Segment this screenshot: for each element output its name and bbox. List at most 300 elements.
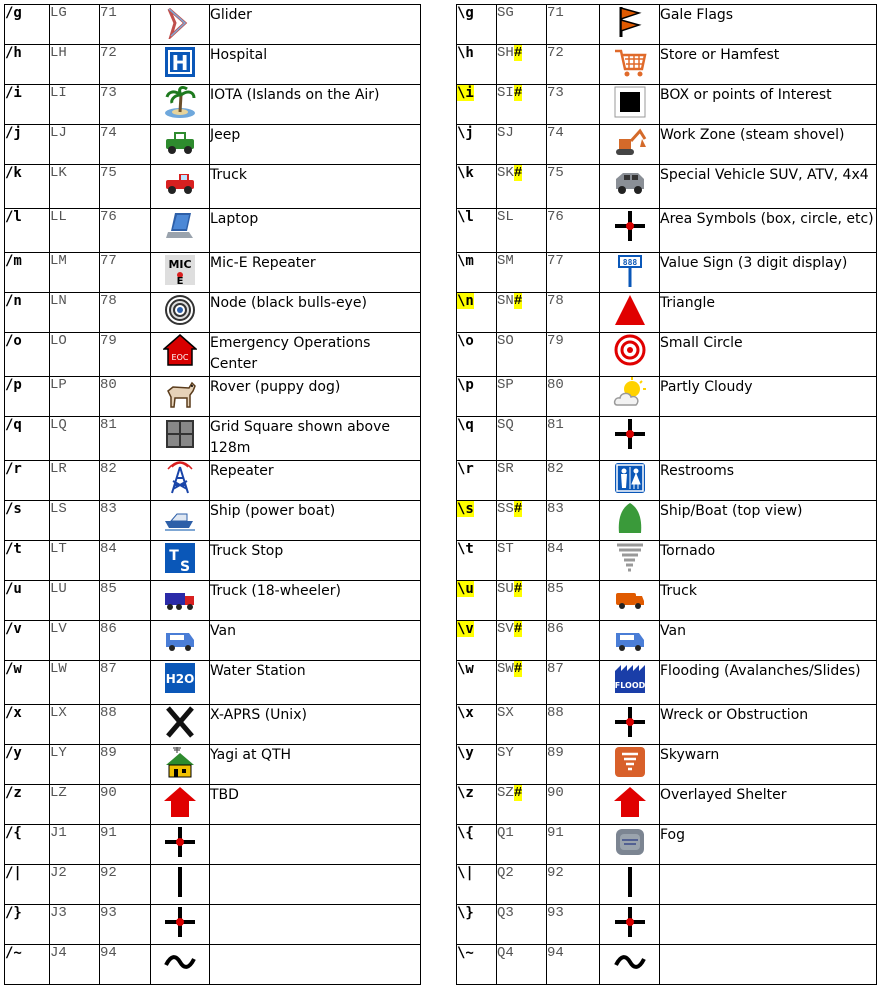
symbol-number: 80 bbox=[100, 377, 151, 417]
table-row bbox=[5, 417, 421, 461]
symbol-description bbox=[210, 865, 421, 905]
table-row bbox=[457, 333, 877, 377]
tocall-code: LQ bbox=[50, 417, 67, 433]
table-row bbox=[5, 209, 421, 253]
tocall-code: LG bbox=[50, 5, 67, 21]
symbol-number: 93 bbox=[547, 905, 600, 945]
symbol-description: Grid Square shown above 128m bbox=[210, 417, 421, 461]
svg-text:888: 888 bbox=[622, 258, 637, 267]
symbol-description: Fog bbox=[660, 825, 877, 865]
symbol-number: 82 bbox=[547, 461, 600, 501]
symbol-number: 71 bbox=[547, 5, 600, 45]
tocall-cell bbox=[497, 581, 547, 621]
symbol-number: 81 bbox=[547, 417, 600, 461]
tocall-code: LN bbox=[50, 293, 67, 309]
symbol-number: 76 bbox=[547, 209, 600, 253]
symbol-icon-cell bbox=[600, 541, 660, 581]
skywarn-icon bbox=[613, 745, 647, 779]
tocall-code: LM bbox=[50, 253, 67, 269]
symbol-description: Ship (power boat) bbox=[210, 501, 421, 541]
truck-red-icon bbox=[163, 165, 197, 199]
symbol-code: /y bbox=[5, 745, 22, 761]
symbol-number: 88 bbox=[100, 705, 151, 745]
tocall-cell bbox=[50, 905, 100, 945]
tocall-cell bbox=[50, 581, 100, 621]
symbol-code: /} bbox=[5, 905, 22, 921]
symbol-number: 87 bbox=[100, 661, 151, 705]
symbol-code: /h bbox=[5, 45, 22, 61]
eoc-house-icon bbox=[163, 333, 197, 367]
table-row bbox=[457, 905, 877, 945]
laptop-icon bbox=[163, 209, 197, 243]
table-row bbox=[457, 253, 877, 293]
tocall-cell bbox=[50, 333, 100, 377]
symbol-number: 86 bbox=[100, 621, 151, 661]
tocall-code: LL bbox=[50, 209, 67, 225]
symbol-icon-cell bbox=[151, 501, 210, 541]
symbol-code-cell bbox=[5, 125, 50, 165]
tocall-code: LX bbox=[50, 705, 67, 721]
tocall-cell bbox=[50, 785, 100, 825]
symbol-icon-cell bbox=[600, 377, 660, 417]
svg-text:H2O: H2O bbox=[165, 672, 195, 686]
symbol-code: \} bbox=[457, 905, 474, 921]
tocall-cell bbox=[497, 501, 547, 541]
tocall-cell bbox=[50, 85, 100, 125]
symbol-icon-cell bbox=[600, 581, 660, 621]
tocall-cell bbox=[497, 705, 547, 745]
tocall-code: SG bbox=[497, 5, 514, 21]
symbol-number: 89 bbox=[100, 745, 151, 785]
symbol-icon-cell bbox=[151, 377, 210, 417]
symbol-code: /g bbox=[5, 5, 22, 21]
symbol-number: 84 bbox=[100, 541, 151, 581]
red-house-icon bbox=[613, 785, 647, 819]
symbol-description: Skywarn bbox=[660, 745, 877, 785]
symbol-icon-cell bbox=[151, 125, 210, 165]
symbol-code: \{ bbox=[457, 825, 474, 841]
symbol-icon-cell bbox=[151, 461, 210, 501]
tocall-cell bbox=[50, 417, 100, 461]
tocall-cell bbox=[50, 705, 100, 745]
symbol-code-cell bbox=[457, 417, 497, 461]
symbol-icon-cell bbox=[600, 5, 660, 45]
svg-text:T: T bbox=[169, 548, 179, 564]
tocall-cell bbox=[497, 825, 547, 865]
symbol-number: 89 bbox=[547, 745, 600, 785]
overlay-marker: # bbox=[513, 293, 523, 309]
tocall-code: LK bbox=[50, 165, 67, 181]
tocall-code: LU bbox=[50, 581, 67, 597]
table-row bbox=[5, 5, 421, 45]
table-row bbox=[457, 209, 877, 253]
tocall-cell bbox=[50, 945, 100, 985]
table-row bbox=[457, 785, 877, 825]
symbol-icon-cell bbox=[600, 293, 660, 333]
symbol-icon-cell bbox=[151, 209, 210, 253]
tocall-code: SR bbox=[497, 461, 514, 477]
tocall-code: Q2 bbox=[497, 865, 514, 881]
symbol-description: Van bbox=[660, 621, 877, 661]
island-palm-icon bbox=[163, 85, 197, 119]
tocall-code: SK bbox=[497, 165, 514, 181]
symbol-description: Triangle bbox=[660, 293, 877, 333]
table-row bbox=[5, 253, 421, 293]
tocall-code: ST bbox=[497, 541, 514, 557]
symbol-code-cell bbox=[457, 785, 497, 825]
symbol-number: 77 bbox=[547, 253, 600, 293]
symbol-icon-cell bbox=[151, 541, 210, 581]
symbol-description: Laptop bbox=[210, 209, 421, 253]
tocall-code: SU bbox=[497, 581, 514, 597]
symbol-code-cell bbox=[457, 541, 497, 581]
svg-text:FLOOD: FLOOD bbox=[614, 681, 645, 690]
yagi-house-icon bbox=[163, 745, 197, 779]
jeep-icon bbox=[163, 125, 197, 159]
symbol-code: /x bbox=[5, 705, 22, 721]
symbol-icon-cell bbox=[151, 705, 210, 745]
tocall-cell bbox=[50, 825, 100, 865]
symbol-code: /t bbox=[5, 541, 22, 557]
table-row bbox=[457, 581, 877, 621]
table-row bbox=[457, 461, 877, 501]
svg-text:MIC: MIC bbox=[168, 258, 192, 271]
symbol-number: 75 bbox=[547, 165, 600, 209]
symbol-code: \i bbox=[457, 85, 474, 101]
table-row bbox=[457, 705, 877, 745]
table-row bbox=[5, 661, 421, 705]
symbol-number: 82 bbox=[100, 461, 151, 501]
tocall-code: SX bbox=[497, 705, 514, 721]
symbol-number: 78 bbox=[100, 293, 151, 333]
suv-icon bbox=[613, 165, 647, 199]
symbol-number: 87 bbox=[547, 661, 600, 705]
symbol-code: \v bbox=[457, 621, 474, 637]
symbol-number: 90 bbox=[547, 785, 600, 825]
symbol-code: /v bbox=[5, 621, 22, 637]
black-box-icon bbox=[613, 85, 647, 119]
tocall-code: LI bbox=[50, 85, 67, 101]
symbol-icon-cell bbox=[151, 5, 210, 45]
symbol-code: /s bbox=[5, 501, 22, 517]
symbol-description: Value Sign (3 digit display) bbox=[660, 253, 877, 293]
symbol-description: Work Zone (steam shovel) bbox=[660, 125, 877, 165]
symbol-code: /{ bbox=[5, 825, 22, 841]
symbol-description: Yagi at QTH bbox=[210, 745, 421, 785]
symbol-icon-cell bbox=[600, 417, 660, 461]
table-row bbox=[457, 621, 877, 661]
table-row bbox=[5, 165, 421, 209]
symbol-number: 75 bbox=[100, 165, 151, 209]
left-symbol-table bbox=[4, 4, 421, 985]
table-row bbox=[457, 945, 877, 985]
symbol-icon-cell bbox=[600, 333, 660, 377]
tocall-cell bbox=[497, 745, 547, 785]
symbol-description: Node (black bulls-eye) bbox=[210, 293, 421, 333]
symbol-icon-cell bbox=[600, 45, 660, 85]
symbol-code: \m bbox=[457, 253, 474, 269]
symbol-code-cell bbox=[457, 165, 497, 209]
symbol-code-cell bbox=[5, 85, 50, 125]
symbol-icon-cell bbox=[151, 253, 210, 293]
semi-truck-icon bbox=[163, 581, 197, 615]
shopping-cart-icon bbox=[613, 45, 647, 79]
symbol-description: Truck bbox=[660, 581, 877, 621]
symbol-number: 71 bbox=[100, 5, 151, 45]
symbol-description: Ship/Boat (top view) bbox=[660, 501, 877, 541]
boat-top-view-icon bbox=[613, 501, 647, 535]
symbol-code: /| bbox=[5, 865, 22, 881]
symbol-code: \q bbox=[457, 417, 474, 433]
table-row bbox=[457, 125, 877, 165]
power-boat-icon bbox=[163, 501, 197, 535]
tocall-cell bbox=[50, 745, 100, 785]
symbol-number: 94 bbox=[547, 945, 600, 985]
tocall-code: SI bbox=[497, 85, 514, 101]
symbol-code-cell bbox=[457, 825, 497, 865]
tocall-code: LT bbox=[50, 541, 67, 557]
tocall-cell bbox=[497, 905, 547, 945]
symbol-code: /i bbox=[5, 85, 22, 101]
tocall-cell bbox=[50, 209, 100, 253]
symbol-icon-cell bbox=[151, 865, 210, 905]
symbol-code: /p bbox=[5, 377, 22, 393]
symbol-code: /k bbox=[5, 165, 22, 181]
table-row bbox=[5, 85, 421, 125]
tocall-cell bbox=[50, 461, 100, 501]
tocall-code: SP bbox=[497, 377, 514, 393]
table-row bbox=[5, 905, 421, 945]
red-triangle-icon bbox=[613, 293, 647, 327]
tocall-code: SL bbox=[497, 209, 514, 225]
symbol-code-cell bbox=[5, 785, 50, 825]
tocall-cell bbox=[497, 621, 547, 661]
symbol-code-cell bbox=[457, 945, 497, 985]
symbol-code-cell bbox=[457, 125, 497, 165]
symbol-icon-cell bbox=[600, 501, 660, 541]
symbol-code-cell bbox=[5, 377, 50, 417]
table-row bbox=[457, 501, 877, 541]
symbol-icon-cell bbox=[151, 293, 210, 333]
symbol-code-cell bbox=[5, 621, 50, 661]
symbol-description: Area Symbols (box, circle, etc) bbox=[660, 209, 877, 253]
tocall-cell bbox=[497, 461, 547, 501]
symbol-description bbox=[660, 417, 877, 461]
symbol-number: 72 bbox=[547, 45, 600, 85]
tocall-cell bbox=[50, 541, 100, 581]
symbol-number: 83 bbox=[547, 501, 600, 541]
red-house-icon bbox=[163, 785, 197, 819]
symbol-code: /n bbox=[5, 293, 22, 309]
symbol-number: 79 bbox=[100, 333, 151, 377]
symbol-code-cell bbox=[457, 865, 497, 905]
tocall-code: SY bbox=[497, 745, 514, 761]
symbol-code: /o bbox=[5, 333, 22, 349]
tocall-code: SV bbox=[497, 621, 514, 637]
crosshair-icon bbox=[613, 417, 647, 451]
symbol-icon-cell bbox=[600, 461, 660, 501]
tilde-icon bbox=[613, 945, 647, 979]
symbol-code-cell bbox=[5, 581, 50, 621]
symbol-icon-cell bbox=[600, 705, 660, 745]
tocall-cell bbox=[50, 293, 100, 333]
symbol-icon-cell bbox=[151, 417, 210, 461]
symbol-code-cell bbox=[457, 293, 497, 333]
table-row bbox=[5, 125, 421, 165]
symbol-code-cell bbox=[5, 417, 50, 461]
water-station-icon bbox=[163, 661, 197, 695]
right-symbol-table bbox=[456, 4, 877, 985]
symbol-number: 92 bbox=[547, 865, 600, 905]
symbol-icon-cell bbox=[600, 745, 660, 785]
vertical-bar-icon bbox=[613, 865, 647, 899]
fog-icon bbox=[613, 825, 647, 859]
svg-text:E: E bbox=[176, 276, 184, 287]
symbol-description: Restrooms bbox=[660, 461, 877, 501]
svg-text:H: H bbox=[171, 51, 189, 75]
overlay-marker: # bbox=[513, 581, 523, 597]
symbol-code-cell bbox=[5, 825, 50, 865]
symbol-code: /l bbox=[5, 209, 22, 225]
table-row bbox=[5, 945, 421, 985]
symbol-number: 88 bbox=[547, 705, 600, 745]
symbol-number: 90 bbox=[100, 785, 151, 825]
symbol-description: Tornado bbox=[660, 541, 877, 581]
tocall-cell bbox=[50, 661, 100, 705]
symbol-icon-cell bbox=[151, 85, 210, 125]
symbol-description: Truck Stop bbox=[210, 541, 421, 581]
table-row bbox=[457, 85, 877, 125]
symbol-description bbox=[210, 945, 421, 985]
overlay-marker: # bbox=[513, 165, 523, 181]
symbol-number: 92 bbox=[100, 865, 151, 905]
table-row bbox=[5, 501, 421, 541]
tocall-code: LO bbox=[50, 333, 67, 349]
symbol-code-cell bbox=[5, 705, 50, 745]
symbol-code-cell bbox=[5, 333, 50, 377]
partly-cloudy-icon bbox=[613, 377, 647, 411]
symbol-code-cell bbox=[457, 661, 497, 705]
symbol-code: \| bbox=[457, 865, 474, 881]
tocall-cell bbox=[497, 541, 547, 581]
table-row bbox=[457, 5, 877, 45]
symbol-code-cell bbox=[5, 5, 50, 45]
tocall-cell bbox=[497, 253, 547, 293]
tocall-code: SS bbox=[497, 501, 514, 517]
tocall-cell bbox=[497, 125, 547, 165]
tocall-cell bbox=[50, 125, 100, 165]
tocall-cell bbox=[497, 5, 547, 45]
symbol-code: \x bbox=[457, 705, 474, 721]
orange-truck-icon bbox=[613, 581, 647, 615]
tocall-code: J2 bbox=[50, 865, 67, 881]
table-row bbox=[5, 45, 421, 85]
table-row bbox=[457, 745, 877, 785]
tocall-cell bbox=[50, 377, 100, 417]
symbol-code: \j bbox=[457, 125, 474, 141]
small-circle-icon bbox=[613, 333, 647, 367]
symbol-code-cell bbox=[5, 745, 50, 785]
symbol-number: 77 bbox=[100, 253, 151, 293]
puppy-dog-icon bbox=[163, 377, 197, 411]
symbol-description: Van bbox=[210, 621, 421, 661]
symbol-code: \n bbox=[457, 293, 474, 309]
symbol-icon-cell bbox=[151, 333, 210, 377]
symbol-code: /r bbox=[5, 461, 22, 477]
symbol-number: 80 bbox=[547, 377, 600, 417]
tocall-code: J1 bbox=[50, 825, 67, 841]
overlay-marker: # bbox=[513, 621, 523, 637]
table-row bbox=[5, 621, 421, 661]
tornado-icon bbox=[613, 541, 647, 575]
table-row bbox=[457, 293, 877, 333]
symbol-code-cell bbox=[5, 165, 50, 209]
tocall-code: SJ bbox=[497, 125, 514, 141]
symbol-description bbox=[660, 865, 877, 905]
symbol-code-cell bbox=[5, 253, 50, 293]
symbol-code: \p bbox=[457, 377, 474, 393]
symbol-code: \y bbox=[457, 745, 474, 761]
symbol-icon-cell bbox=[600, 85, 660, 125]
symbol-code: /q bbox=[5, 417, 22, 433]
table-row bbox=[5, 865, 421, 905]
symbol-description bbox=[210, 825, 421, 865]
symbol-code: \~ bbox=[457, 945, 474, 961]
symbol-number: 76 bbox=[100, 209, 151, 253]
van-icon bbox=[163, 621, 197, 655]
symbol-icon-cell bbox=[151, 661, 210, 705]
symbol-description: Flooding (Avalanches/Slides) bbox=[660, 661, 877, 705]
tocall-code: SH bbox=[497, 45, 514, 61]
restrooms-icon bbox=[613, 461, 647, 495]
symbol-code-cell bbox=[5, 501, 50, 541]
table-row bbox=[5, 825, 421, 865]
symbol-code-cell bbox=[457, 461, 497, 501]
tocall-cell bbox=[497, 661, 547, 705]
symbol-description: Truck bbox=[210, 165, 421, 209]
symbol-icon-cell bbox=[600, 661, 660, 705]
symbol-icon-cell bbox=[151, 785, 210, 825]
symbol-description bbox=[210, 905, 421, 945]
symbol-number: 85 bbox=[547, 581, 600, 621]
tocall-code: LV bbox=[50, 621, 67, 637]
symbol-description: Partly Cloudy bbox=[660, 377, 877, 417]
symbol-code-cell bbox=[5, 945, 50, 985]
symbol-number: 73 bbox=[547, 85, 600, 125]
symbol-code-cell bbox=[457, 333, 497, 377]
symbol-description: Hospital bbox=[210, 45, 421, 85]
symbol-description: Glider bbox=[210, 5, 421, 45]
symbol-icon-cell bbox=[600, 905, 660, 945]
table-row bbox=[457, 865, 877, 905]
crosshair-icon bbox=[163, 905, 197, 939]
symbol-icon-cell bbox=[151, 745, 210, 785]
tocall-cell bbox=[497, 45, 547, 85]
tilde-icon bbox=[163, 945, 197, 979]
symbol-code-cell bbox=[457, 581, 497, 621]
symbol-code-cell bbox=[5, 541, 50, 581]
tocall-code: SQ bbox=[497, 417, 514, 433]
symbol-code: /m bbox=[5, 253, 22, 269]
symbol-number: 86 bbox=[547, 621, 600, 661]
symbol-description: Water Station bbox=[210, 661, 421, 705]
symbol-icon-cell bbox=[600, 825, 660, 865]
tocall-cell bbox=[50, 501, 100, 541]
symbol-description: BOX or points of Interest bbox=[660, 85, 877, 125]
tocall-code: LZ bbox=[50, 785, 67, 801]
mic-e-repeater-icon bbox=[163, 253, 197, 287]
tocall-code: Q1 bbox=[497, 825, 514, 841]
